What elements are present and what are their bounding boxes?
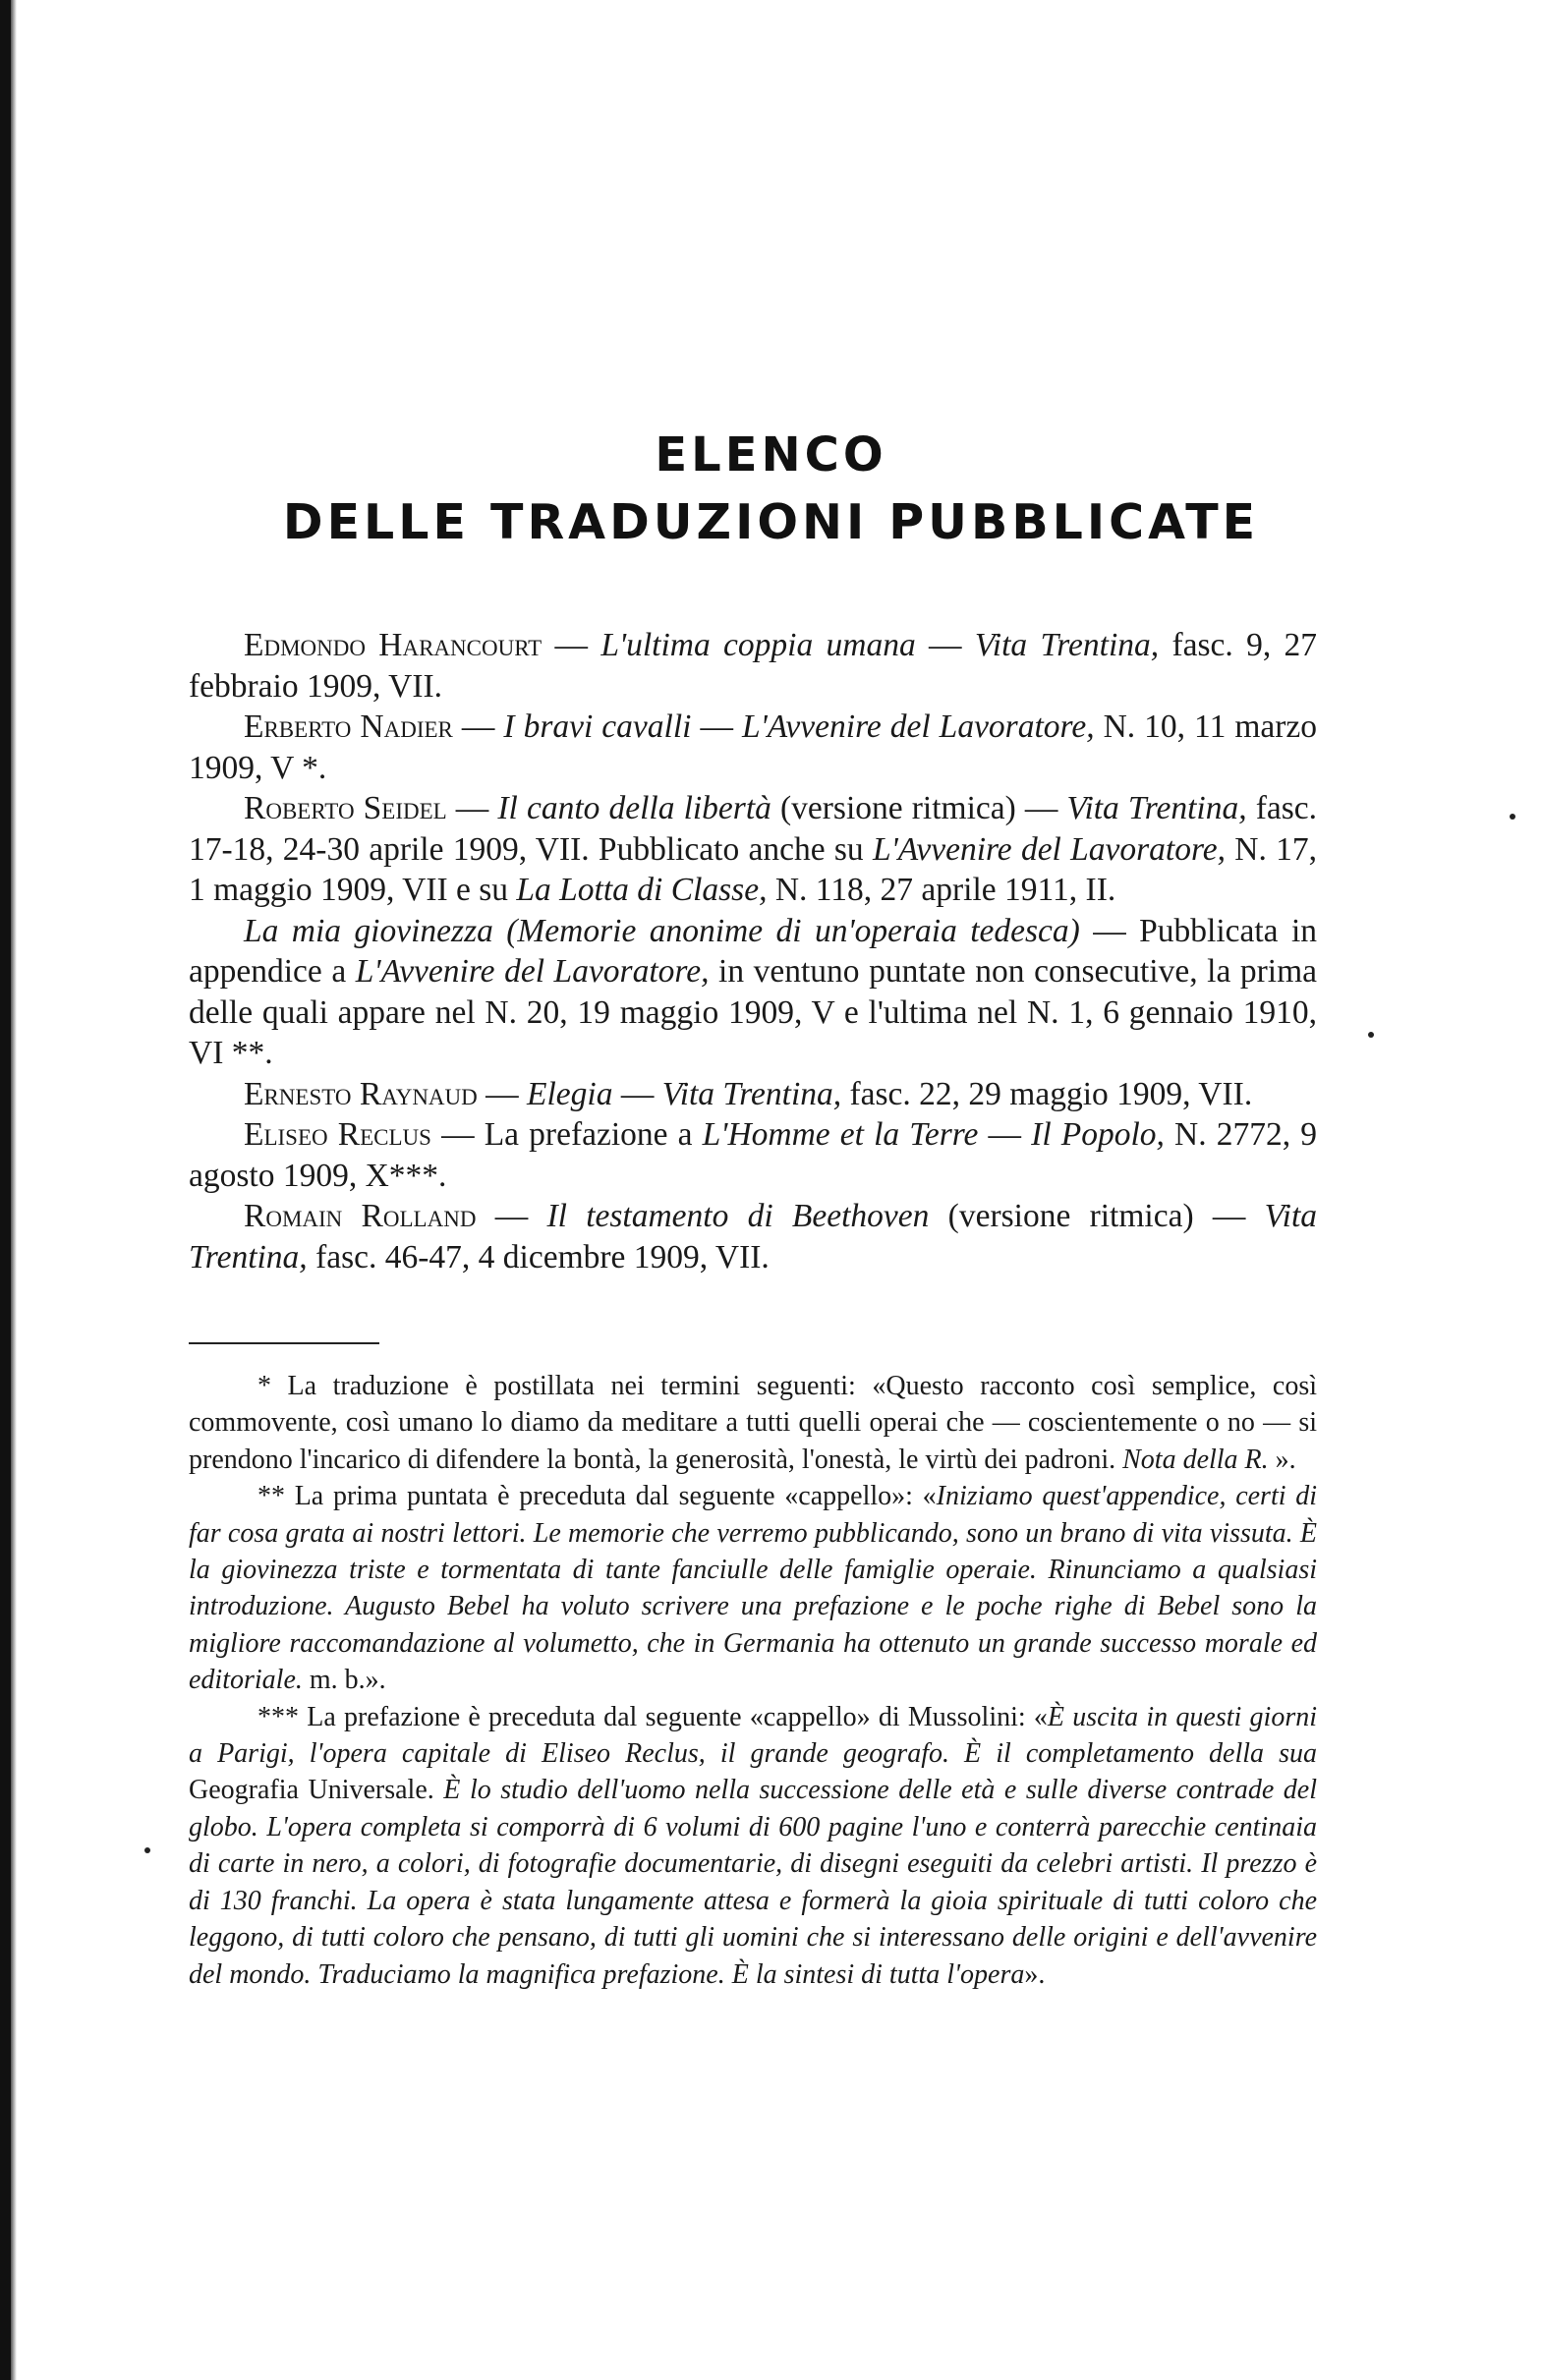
footnote-mark: * <box>257 1371 271 1401</box>
entry-work: L'ultima coppia umana <box>600 627 916 663</box>
list-item: Eliseo Reclus — La prefazione a L'Homme et la Terre — Il Popolo, N. 2772, 9 agosto 1909, X***. <box>189 1116 1318 1194</box>
entry-work: L'Homme et la Terre <box>702 1116 979 1153</box>
list-item: Edmondo Harancourt — L'ultima coppia umana — Vita Trentina, fasc. 9, 27 febbraio 1909, VII. <box>189 627 1317 705</box>
footnote: * La traduzione è postillata nei termini seguenti: «Questo racconto così semplice, così commovente, così umano lo diamo da meditare a tutti quelli operai che — coscientemente o no — si prendono l'incarico di difendere la bontà, la generosità, l'onestà, le virtù dei padroni. Nota della R. ». <box>189 1371 1317 1475</box>
entry-author: Edmondo Harancourt <box>244 627 543 663</box>
entry-journal: Vita Trentina, <box>1066 790 1247 826</box>
entry-work: Elegia <box>527 1075 613 1112</box>
page-binding-edge <box>0 0 11 2380</box>
entry-author: Eliseo Reclus <box>244 1116 431 1153</box>
entry-details: fasc. 46-47, 4 dicembre 1909, VII. <box>307 1238 770 1275</box>
entry-details: fasc. 22, 29 maggio 1909, VII. <box>841 1075 1253 1112</box>
entry-journal: Il Popolo, <box>1031 1116 1165 1153</box>
translations-list <box>189 625 1317 1277</box>
footnote-mark: ** <box>257 1481 285 1512</box>
entry-work: Il canto della libertà <box>497 790 771 826</box>
entry-journal: L'Avvenire del Lavoratore, <box>355 953 710 990</box>
entry-journal: Vita Trentina, <box>661 1075 842 1112</box>
list-item: Roberto Seidel — Il canto della libertà (versione ritmica) — Vita Trentina, fasc. 17-18, 24-30 aprile 1909, VII. Pubblicato anche su L'Avvenire del Lavoratore, N. 17, 1 maggio 1909, VII e su La Lotta di Classe, N. 118, 27 aprile 1911, II. <box>189 790 1318 908</box>
entry-journal: Vita Trentina, <box>974 627 1160 663</box>
footnotes <box>189 1368 1317 1993</box>
scan-speck <box>144 1847 150 1853</box>
scan-speck <box>1510 814 1515 820</box>
entry-work: La mia giovinezza (Memorie anonime di un'operaia tedesca) <box>244 912 1080 949</box>
entry-author: Roberto Seidel <box>244 790 447 826</box>
page-title-line-1: ELENCO <box>655 427 887 482</box>
entry-details: N. 10, 11 marzo 1909, V *. <box>189 708 1318 786</box>
entry-author: Romain Rolland <box>244 1198 477 1234</box>
entry-details: N. 2772, 9 agosto 1909, X***. <box>189 1116 1318 1194</box>
scan-speck <box>1368 1032 1374 1038</box>
entry-journal-3: La Lotta di Classe, <box>516 872 768 908</box>
entry-details: fasc. 9, 27 febbraio 1909, VII. <box>189 627 1317 705</box>
entry-author: Ernesto Raynaud <box>244 1075 478 1112</box>
list-item: Erberto Nadier — I bravi cavalli — L'Avvenire del Lavoratore, N. 10, 11 marzo 1909, V *. <box>189 708 1318 786</box>
page-title-line-2: DELLE TRADUZIONI PUBBLICATE <box>282 494 1260 550</box>
footnote-divider <box>189 1342 379 1344</box>
footnote-mark: *** <box>257 1701 299 1732</box>
page-binding-shadow <box>11 0 17 2380</box>
entry-journal: Vita Trentina, <box>189 1198 1317 1275</box>
entry-journal-2: L'Avvenire del Lavoratore, <box>872 830 1227 868</box>
entry-work: I bravi cavalli <box>503 708 692 745</box>
footnote: ** La prima puntata è preceduta dal seguente «cappello»: «Iniziamo quest'appendice, certi di far cosa grata ai nostri lettori. Le memorie che verremo pubblicando, sono un brano di vita vissuta. È la giovinezza triste e tormentata di tante fanciulle delle famiglie operaie. Rinunciamo a qualsiasi introduzione. Augusto Bebel ha voluto scrivere una prefazione e le poche righe di Bebel sono la migliore raccomandazione al volumetto, che in Germania ha ottenuto un grande successo morale ed editoriale. m. b.». <box>189 1481 1317 1696</box>
entry-work: Il testamento di Beethoven <box>546 1198 930 1234</box>
list-item: Romain Rolland — Il testamento di Beethoven (versione ritmica) — Vita Trentina, fasc. 46-47, 4 dicembre 1909, VII. <box>189 1198 1317 1275</box>
entry-journal: L'Avvenire del Lavoratore, <box>742 708 1095 745</box>
footnote: *** La prefazione è preceduta dal seguente «cappello» di Mussolini: «È uscita in questi giorni a Parigi, l'opera capitale di Eliseo Reclus, il grande geografo. È il completamento della sua Geografia Universale. È lo studio dell'uomo nella successione delle età e sulle diverse contrade del globo. L'opera completa si comporrà di 6 volumi di 600 pagine l'uno e conterrà parecchie centinaia di carte in nero, a colori, di fotografie documentarie, di disegni eseguiti da celebri artisti. Il prezzo è di 130 franchi. La opera è stata lungamente attesa e formerà la gioia spirituale di tutti coloro che leggono, di tutti coloro che pensano, di tutti gli uomini che si interessano delle origini e dell'avvenire del mondo. Traduciamo la magnifica prefazione. È la sintesi di tutta l'opera». <box>189 1701 1317 1990</box>
list-item: Ernesto Raynaud — Elegia — Vita Trentina, fasc. 22, 29 maggio 1909, VII. <box>244 1075 1253 1112</box>
entry-author: Erberto Nadier <box>244 708 453 745</box>
list-item: La mia giovinezza (Memorie anonime di un'operaia tedesca) — Pubblicata in appendice a L'Avvenire del Lavoratore, in ventuno puntate non consecutive, la prima delle quali appare nel N. 20, 19 maggio 1909, V e l'ultima nel N. 1, 6 gennaio 1910, VI **. <box>189 912 1318 1071</box>
